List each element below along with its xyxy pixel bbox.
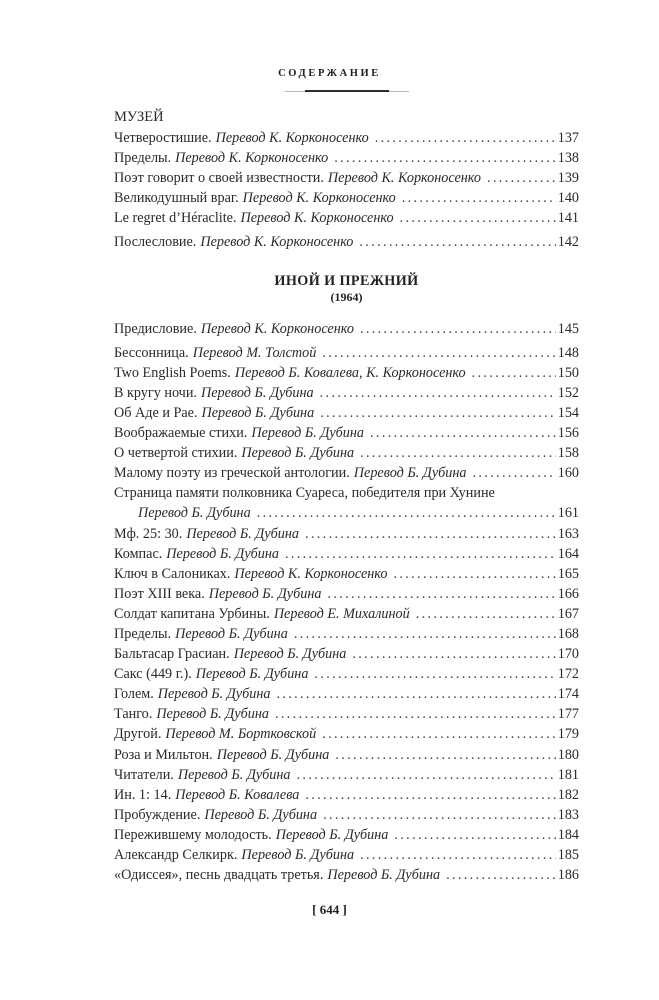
entry-translator: Перевод Б. Дубина bbox=[233, 646, 347, 663]
toc-entry[interactable] bbox=[114, 188, 579, 208]
entry-title: О четвертой стихии. bbox=[114, 445, 238, 462]
dot-leader bbox=[393, 564, 555, 584]
entry-title: Бальтасар Грасиан. bbox=[114, 646, 230, 663]
entry-title: Пробуждение. bbox=[114, 806, 201, 823]
toc-entry[interactable] bbox=[114, 865, 579, 885]
dot-leader bbox=[257, 503, 556, 523]
entry-page: 161 bbox=[557, 505, 579, 522]
entry-translator: Перевод К. Корконосенко bbox=[175, 150, 329, 167]
entry-page: 186 bbox=[557, 867, 579, 884]
dot-leader bbox=[446, 865, 556, 885]
entry-title: «Одиссея», песнь двадцать третья. bbox=[114, 867, 324, 884]
museum-entries bbox=[114, 128, 579, 228]
dot-leader bbox=[352, 644, 555, 664]
entry-translator: Перевод Е. Михалиной bbox=[273, 605, 410, 622]
entry-title: Пределы. bbox=[114, 625, 172, 642]
entry-page: 167 bbox=[557, 605, 579, 622]
entry-translator: Перевод Б. Ковалева bbox=[175, 786, 300, 803]
entry-title: Ин. 1: 14. bbox=[114, 786, 172, 803]
dot-leader bbox=[360, 845, 556, 865]
toc-entry[interactable] bbox=[114, 644, 579, 664]
dot-leader bbox=[400, 208, 556, 228]
dot-leader bbox=[294, 624, 556, 644]
toc-entry[interactable] bbox=[114, 664, 579, 684]
entry-title: Two English Poems. bbox=[114, 364, 231, 381]
entry-page: 183 bbox=[557, 806, 579, 823]
entry-title: Le regret d’Héraclite. bbox=[114, 210, 237, 227]
entry-page: 158 bbox=[557, 445, 579, 462]
entry-page: 145 bbox=[557, 320, 579, 337]
entry-page: 156 bbox=[557, 425, 579, 442]
dot-leader bbox=[472, 463, 555, 483]
toc-entry-preface[interactable] bbox=[114, 319, 579, 339]
toc-entry[interactable] bbox=[114, 128, 579, 148]
entry-translator: Перевод Б. Дубина bbox=[204, 806, 318, 823]
toc-entry[interactable] bbox=[114, 785, 579, 805]
entry-translator: Перевод М. Бортковской bbox=[165, 726, 317, 743]
toc-entry[interactable] bbox=[114, 423, 579, 443]
entry-page: 166 bbox=[557, 585, 579, 602]
entry-title: Малому поэту из греческой антологии. bbox=[114, 465, 350, 482]
entry-page: 160 bbox=[557, 465, 579, 482]
running-head: СОДЕРЖАНИЕ bbox=[278, 68, 381, 79]
dot-leader bbox=[323, 805, 556, 825]
entry-page: 180 bbox=[557, 746, 579, 763]
toc-entry[interactable] bbox=[114, 724, 579, 744]
dot-leader bbox=[322, 343, 555, 363]
entry-page: 150 bbox=[557, 364, 579, 381]
dot-leader bbox=[327, 584, 555, 604]
entry-page: 138 bbox=[557, 150, 579, 167]
toc-entry[interactable] bbox=[114, 208, 579, 228]
entry-title: Солдат капитана Урбины. bbox=[114, 605, 270, 622]
entry-translator: Перевод Б. Дубина bbox=[177, 766, 291, 783]
entry-title: Послесловие. bbox=[114, 234, 197, 251]
dot-leader bbox=[402, 188, 556, 208]
dot-leader bbox=[416, 604, 556, 624]
entry-translator: Перевод Б. Дубина bbox=[166, 545, 279, 562]
entry-page: 179 bbox=[557, 726, 579, 743]
entry-title: Поэт XIII века. bbox=[114, 585, 205, 602]
entry-translator: Перевод К. Корконосенко bbox=[200, 234, 354, 251]
entry-page: 182 bbox=[557, 786, 579, 803]
section-heading: ИНОЙ И ПРЕЖНИЙ bbox=[274, 272, 419, 289]
toc-entry[interactable] bbox=[114, 765, 579, 785]
dot-leader bbox=[335, 745, 555, 765]
toc-entry[interactable] bbox=[114, 443, 579, 463]
section-entries-continued bbox=[114, 524, 579, 886]
entry-title: Поэт говорит о своей известности. bbox=[114, 170, 324, 187]
entry-translator: Перевод Б. Дубина bbox=[200, 384, 314, 401]
entry-page: 172 bbox=[557, 666, 579, 683]
dot-leader bbox=[305, 524, 556, 544]
dot-leader bbox=[394, 825, 555, 845]
toc-entry[interactable] bbox=[114, 845, 579, 865]
entry-page: 177 bbox=[557, 706, 579, 723]
toc-entry[interactable] bbox=[114, 463, 579, 483]
dot-leader bbox=[275, 704, 556, 724]
entry-page: 142 bbox=[557, 234, 579, 251]
entry-title: Воображаемые стихи. bbox=[114, 425, 248, 442]
toc-entry[interactable] bbox=[114, 403, 579, 423]
entry-title: Мф. 25: 30. bbox=[114, 525, 183, 542]
entry-translator: Перевод К. Корконосенко bbox=[242, 190, 396, 207]
entry-translator: Перевод К. Корконосенко bbox=[240, 210, 394, 227]
toc-entry[interactable] bbox=[114, 624, 579, 644]
entry-translator: Перевод Б. Дубина bbox=[353, 465, 467, 482]
dot-leader bbox=[334, 148, 556, 168]
entry-translator: Перевод Б. Дубина bbox=[195, 666, 309, 683]
toc-entry-long-continuation[interactable] bbox=[114, 503, 579, 523]
toc-entry[interactable] bbox=[114, 544, 579, 564]
entry-translator: Перевод Б. Дубина bbox=[241, 847, 355, 863]
entry-page: 141 bbox=[557, 210, 579, 227]
entry-page: 148 bbox=[557, 344, 579, 361]
entry-translator: Перевод Б. Дубина bbox=[186, 525, 299, 542]
entry-translator: Перевод Б. Дубина bbox=[175, 625, 288, 642]
entry-translator: Перевод Б. Дубина bbox=[138, 505, 251, 522]
entry-title: Пережившему молодость. bbox=[114, 826, 272, 843]
entry-translator: Перевод Б. Дубина bbox=[216, 746, 330, 763]
entry-translator: Перевод К. Корконосенко bbox=[215, 130, 369, 146]
dot-leader bbox=[360, 319, 556, 339]
entry-title: Танго. bbox=[114, 706, 153, 723]
dot-leader bbox=[276, 684, 555, 704]
section-year: (1964) bbox=[330, 289, 363, 304]
entry-translator: Перевод Б. Дубина bbox=[201, 404, 315, 421]
toc-entry[interactable] bbox=[114, 704, 579, 724]
dot-leader bbox=[359, 232, 555, 252]
dot-leader bbox=[320, 383, 556, 403]
head-rule-accent bbox=[305, 90, 389, 92]
toc-entry[interactable] bbox=[114, 564, 579, 584]
entry-page: 163 bbox=[557, 525, 579, 542]
entry-title: Сакс (449 г.). bbox=[114, 666, 192, 683]
entry-translator: Перевод М. Толстой bbox=[192, 344, 317, 361]
dot-leader bbox=[360, 443, 556, 463]
entry-title: Читатели. bbox=[114, 766, 174, 783]
entry-page: 170 bbox=[557, 646, 579, 663]
entry-translator: Перевод Б. Дубина bbox=[157, 686, 271, 703]
entry-translator: Перевод Б. Дубина bbox=[156, 706, 269, 723]
entry-translator: Перевод К. Корконосенко bbox=[200, 320, 354, 337]
toc-entry[interactable] bbox=[114, 383, 579, 403]
dot-leader bbox=[322, 724, 556, 744]
toc-entry[interactable] bbox=[114, 148, 579, 168]
entry-page: 165 bbox=[557, 565, 579, 582]
section-entries bbox=[114, 343, 579, 484]
entry-title: Великодушный враг. bbox=[114, 190, 239, 207]
toc-entry[interactable] bbox=[114, 805, 579, 825]
toc-entry[interactable] bbox=[114, 584, 579, 604]
entry-page: 154 bbox=[557, 404, 579, 421]
entry-title: В кругу ночи. bbox=[114, 384, 197, 401]
entry-page: 140 bbox=[557, 190, 579, 207]
entry-page: 181 bbox=[557, 766, 579, 783]
dot-leader bbox=[297, 765, 556, 785]
entry-title: Страница памяти полковника Суареса, победителя при Хунине bbox=[114, 485, 495, 502]
toc-entry-long-title[interactable] bbox=[114, 483, 579, 503]
entry-translator: Перевод Б. Дубина bbox=[241, 445, 355, 462]
toc-entry[interactable] bbox=[114, 343, 579, 363]
entry-translator: Перевод К. Корконосенко bbox=[234, 565, 388, 582]
toc-entry[interactable] bbox=[114, 363, 579, 383]
dot-leader bbox=[472, 363, 556, 383]
entry-page: 137 bbox=[557, 130, 579, 146]
entry-translator: Перевод Б. Ковалева, К. Корконосенко bbox=[234, 364, 466, 381]
toc-entry[interactable] bbox=[114, 825, 579, 845]
entry-title: Четверостишие. bbox=[114, 130, 212, 146]
entry-translator: Перевод Б. Дубина bbox=[251, 425, 365, 442]
entry-page: 174 bbox=[557, 686, 579, 703]
entry-translator: Перевод К. Корконосенко bbox=[327, 170, 481, 187]
entry-page: 168 bbox=[557, 625, 579, 642]
dot-leader bbox=[314, 664, 555, 684]
entry-page: 185 bbox=[557, 847, 579, 863]
entry-page: 184 bbox=[557, 826, 579, 843]
table-of-contents bbox=[114, 107, 579, 885]
entry-title: Компас. bbox=[114, 545, 163, 562]
entry-title: Голем. bbox=[114, 686, 154, 703]
entry-page: 139 bbox=[557, 170, 579, 187]
toc-entry[interactable] bbox=[114, 524, 579, 544]
toc-entry[interactable] bbox=[114, 604, 579, 624]
entry-translator: Перевод Б. Дубина bbox=[275, 826, 389, 843]
entry-title: Пределы. bbox=[114, 150, 172, 167]
toc-entry[interactable] bbox=[114, 684, 579, 704]
entry-translator: Перевод Б. Дубина bbox=[208, 585, 322, 602]
section-label-museum: МУЗЕЙ bbox=[114, 109, 164, 125]
entry-page: 164 bbox=[557, 545, 579, 562]
dot-leader bbox=[375, 128, 556, 148]
entry-page: 152 bbox=[557, 384, 579, 401]
entry-title: Роза и Мильтон. bbox=[114, 746, 213, 763]
entry-title: Ключ в Салониках. bbox=[114, 565, 231, 582]
dot-leader bbox=[487, 168, 556, 188]
toc-entry-afterword[interactable] bbox=[114, 232, 579, 252]
entry-title: Другой. bbox=[114, 726, 162, 743]
entry-title: Александр Селкирк. bbox=[114, 847, 238, 863]
dot-leader bbox=[285, 544, 556, 564]
dot-leader bbox=[320, 403, 556, 423]
entry-translator: Перевод Б. Дубина bbox=[327, 867, 441, 884]
toc-entry[interactable] bbox=[114, 745, 579, 765]
entry-title: Бессонница. bbox=[114, 344, 189, 361]
dot-leader bbox=[370, 423, 556, 443]
entry-title: Об Аде и Рае. bbox=[114, 404, 198, 421]
dot-leader bbox=[305, 785, 555, 805]
entry-title: Предисловие. bbox=[114, 320, 197, 337]
page-number: [ 644 ] bbox=[312, 902, 347, 917]
toc-entry[interactable] bbox=[114, 168, 579, 188]
